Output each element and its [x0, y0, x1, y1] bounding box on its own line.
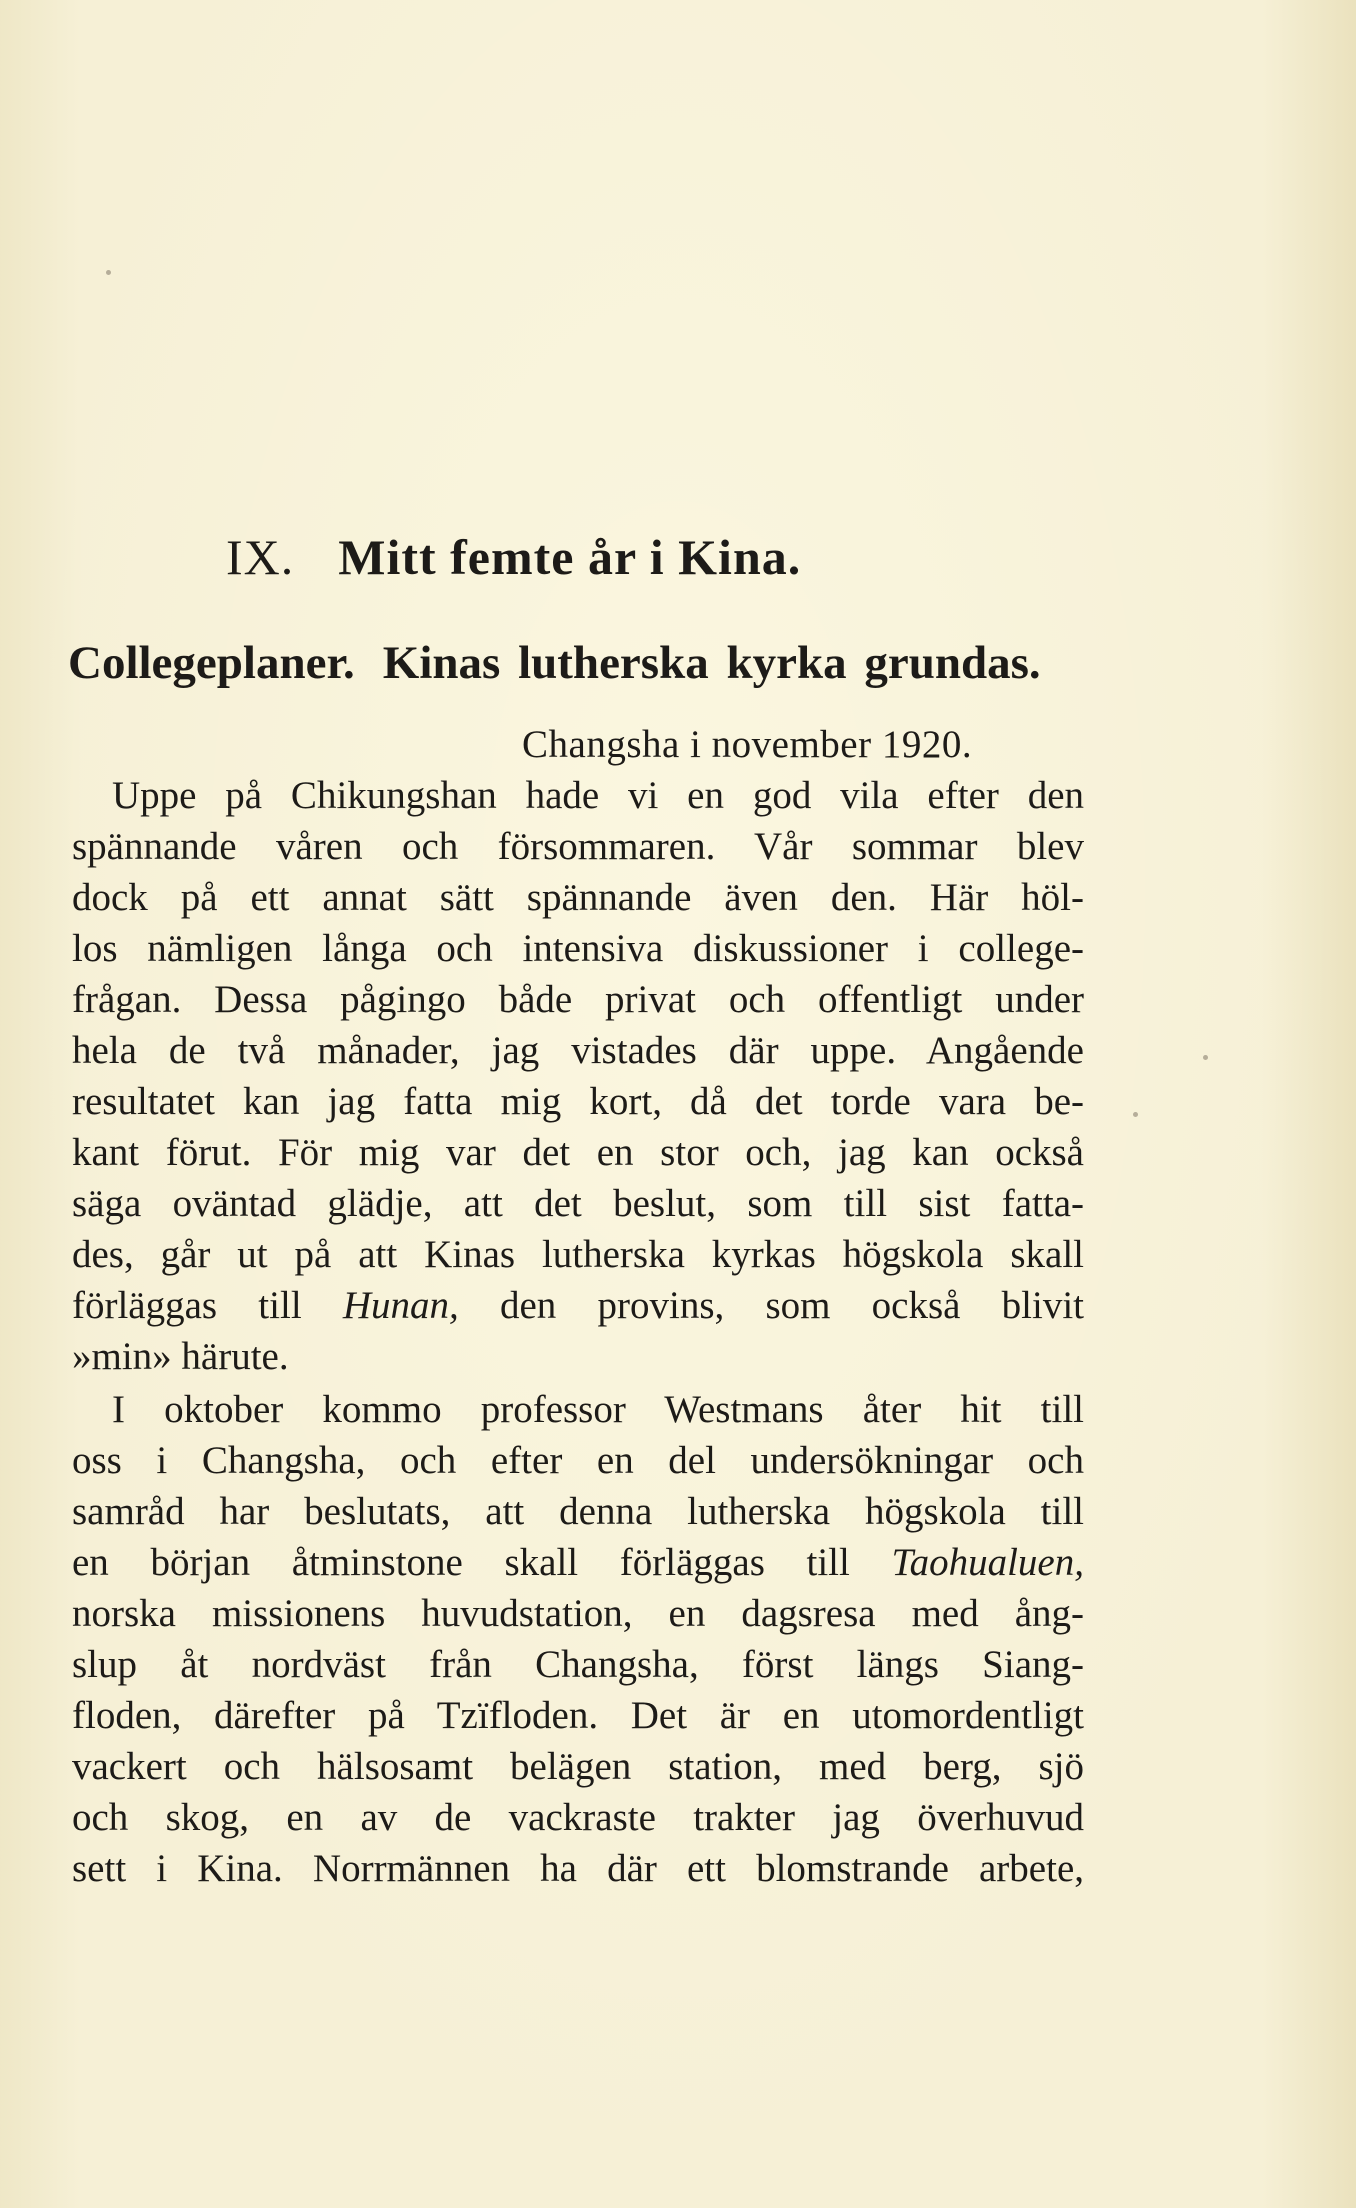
- subtitle-part-1: Collegeplaner.: [68, 637, 355, 689]
- text-line: vackert och hälsosamt belägen station, med berg, sjö: [72, 1745, 1084, 1788]
- text-line: hela de två månader, jag vistades där uppe. Angående: [72, 1029, 1084, 1072]
- chapter-heading: [226, 528, 801, 586]
- text-line: »min» härute.: [72, 1335, 289, 1378]
- text-line: frågan. Dessa pågingo både privat och offentligt under: [72, 978, 1084, 1021]
- text-line: los nämligen långa och intensiva diskussioner i college-: [72, 927, 1084, 970]
- text-line: [72, 1280, 1084, 1331]
- text-line: [72, 1537, 1084, 1588]
- subtitle-part-2: Kinas lutherska kyrka grundas.: [382, 637, 1041, 689]
- text-line: I oktober kommo professor Westmans åter hit till: [112, 1388, 1084, 1431]
- place-name-taohualuen: Taohualuen,: [891, 1541, 1084, 1584]
- paragraph-1: [72, 770, 1084, 1382]
- place-name-hunan: Hunan,: [342, 1284, 459, 1327]
- chapter-number: IX.: [226, 529, 295, 585]
- text-fragment: den provins, som också blivit: [458, 1284, 1084, 1327]
- paper-speck: [1203, 1055, 1208, 1060]
- text-line: säga oväntad glädje, att det beslut, som till sist fatta-: [72, 1182, 1084, 1225]
- paragraph-2: [72, 1384, 1084, 1894]
- text-line: norska missionens huvudstation, en dagsresa med ång-: [72, 1592, 1084, 1635]
- paper-speck: [1133, 1112, 1138, 1117]
- text-line: Uppe på Chikungshan hade vi en god vila efter den: [112, 774, 1084, 817]
- text-line: dock på ett annat sätt spännande även den. Här höl-: [72, 876, 1084, 919]
- text-fragment: förläggas till: [72, 1284, 343, 1327]
- text-line: samråd har beslutats, att denna lutherska högskola till: [72, 1490, 1084, 1533]
- text-fragment: en början åtminstone skall förläggas till: [72, 1541, 892, 1584]
- text-line: floden, därefter på Tzïfloden. Det är en utomordentligt: [72, 1694, 1084, 1737]
- text-line: spännande våren och försommaren. Vår sommar blev: [72, 825, 1084, 868]
- text-line: slup åt nordväst från Changsha, först längs Siang-: [72, 1643, 1084, 1686]
- text-line: sett i Kina. Norrmännen ha där ett blomstrande arbete,: [72, 1847, 1084, 1890]
- text-line: kant förut. För mig var det en stor och, jag kan också: [72, 1131, 1084, 1174]
- dateline: Changsha i november 1920.: [522, 723, 973, 766]
- chapter-subtitle: [68, 636, 1041, 690]
- paper-speck: [106, 270, 111, 275]
- text-line: oss i Changsha, och efter en del undersökningar och: [72, 1439, 1084, 1482]
- chapter-title: Mitt femte år i Kina.: [338, 529, 802, 585]
- text-line: och skog, en av de vackraste trakter jag överhuvud: [72, 1796, 1084, 1839]
- text-line: resultatet kan jag fatta mig kort, då det torde vara be-: [72, 1080, 1084, 1123]
- text-line: des, går ut på att Kinas lutherska kyrkas högskola skall: [72, 1233, 1084, 1276]
